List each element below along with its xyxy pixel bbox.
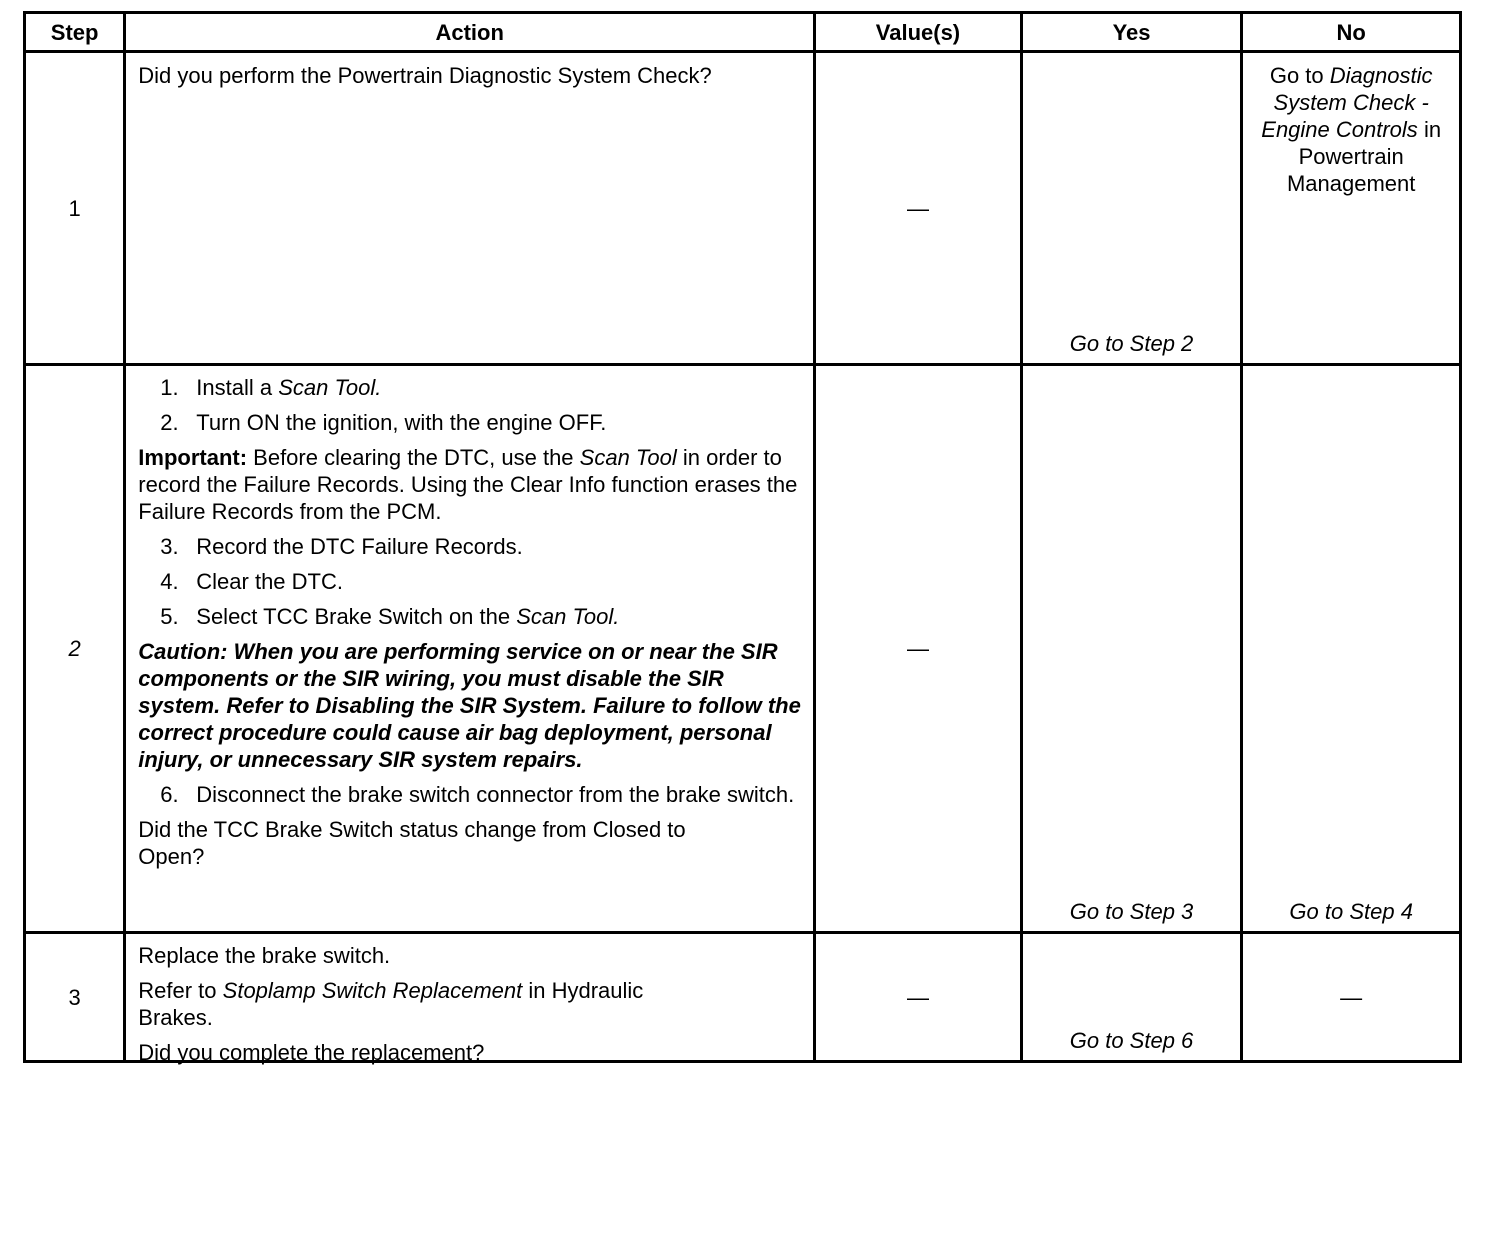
list-item-number: 4. [160,569,179,594]
step-number-text: 2 [68,636,81,661]
value-dash: — [906,195,929,221]
value-cell [815,365,1022,933]
action-cell [125,52,815,365]
important-note [138,444,803,525]
list-item-italic: Scan Tool. [516,604,620,629]
list-item-text: Turn ON the ignition, with the engine OFF. [196,410,607,435]
important-text-b: in order to record the Failure Records. Using the Clear Info function erases the Failure Records from the PCM. [138,445,798,524]
list-item [138,533,803,560]
list-item-text: Select TCC Brake Switch on the [196,604,511,629]
action-cell [125,933,815,1065]
action-line: Replace the brake switch. [138,943,391,968]
step-number [25,365,125,933]
value-cell [815,933,1022,1062]
list-item-text: Disconnect the brake switch connector from the brake switch. [196,782,795,807]
step-number [25,52,125,365]
yes-cell [1021,52,1242,365]
refer-text-b: in Hydraulic Brakes. [138,978,644,1030]
header-action: Action [125,13,815,52]
no-cell [1242,933,1461,1062]
important-italic: Scan Tool [579,445,677,470]
table-row [25,933,1461,1062]
no-dash: — [1340,984,1363,1010]
list-item [138,409,803,436]
list-item-text: Install a [196,375,273,400]
action-question: Did you complete the replacement? [138,1040,485,1065]
list-item [138,374,803,401]
caution-note: Caution: When you are performing service on or near the SIR components or the SIR wiring, you must disable the SIR system. Refer to Disabling the SIR System. Failure to follow the correct procedure could cause air bag deployment, personal injury, or unnecessary SIR system repairs. [138,639,801,772]
list-item [138,781,803,808]
header-step: Step [25,13,125,52]
header-yes: Yes [1021,13,1242,52]
diagnostic-table [23,11,1462,1063]
list-item-number: 6. [160,782,179,807]
important-text: Before clearing the DTC, use the [253,445,574,470]
list-item-number: 2. [160,410,179,435]
yes-goto-link[interactable]: Go to Step 6 [1069,1028,1194,1053]
yes-cell [1021,365,1242,933]
important-label: Important: [138,445,248,470]
no-cell [1242,365,1461,933]
header-no: No [1242,13,1461,52]
list-item-number: 5. [160,604,179,629]
refer-text: Refer to [138,978,217,1003]
value-dash: — [906,636,929,661]
step-number-text: 1 [68,195,81,221]
list-item [138,568,803,595]
value-cell [815,52,1022,365]
header-row [25,13,1461,52]
action-question: Did you perform the Powertrain Diagnostic System Check? [138,63,712,88]
table-row [25,52,1461,365]
no-goto-link[interactable]: Diagnostic System Check - Engine Controls [1261,63,1433,142]
step-number [25,933,125,1062]
no-cell [1242,52,1461,365]
yes-goto-link[interactable]: Go to Step 2 [1069,331,1194,356]
list-item [138,603,803,630]
no-prefix: Go to [1269,63,1324,88]
yes-cell [1021,933,1242,1062]
no-goto-link[interactable]: Go to Step 4 [1289,899,1413,924]
step-number-text: 3 [68,984,81,1010]
yes-goto-link[interactable]: Go to Step 3 [1069,899,1194,924]
refer-link[interactable]: Stoplamp Switch Replacement [222,978,523,1003]
no-suffix: in Powertrain Management [1286,117,1442,196]
header-value: Value(s) [815,13,1022,52]
action-cell [125,365,815,933]
table-row [25,365,1461,933]
value-dash: — [906,984,929,1010]
list-item-text: Clear the DTC. [196,569,343,594]
refer-note [138,977,803,1031]
list-item-number: 1. [160,375,179,400]
list-item-number: 3. [160,534,179,559]
list-item-text: Record the DTC Failure Records. [196,534,523,559]
action-question: Did the TCC Brake Switch status change from Closed to Open? [138,817,686,869]
list-item-italic: Scan Tool. [278,375,382,400]
